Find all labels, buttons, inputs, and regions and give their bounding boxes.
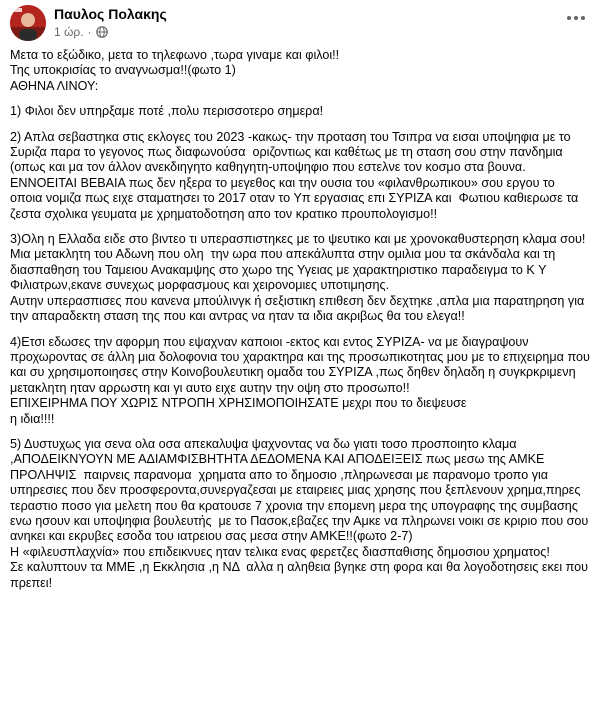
more-dot-icon (581, 16, 585, 20)
post-line: 5) Δυστυχως για σενα ολα οσα απεκαλυψα ψαχνοντας να δω γιατι τοσο προσποιητο κλαμα ,ΑΠΟΔΕΙΚΝΥΟΥΝ ΜΕ ΑΔΙΑΜΦΙΣΒΗΤΗΤΑ ΔΕΔΟΜΕΝΑ ΚΑΙ ΑΠΟΔΕΙΞΕΙΣ πως μεσω της ΑΜΚΕ ΠΡΟΛΗΨΙΣ παιρνεις παρανομα χρηματα απο το δημοσιο ,πληρωνεσαι με παρανομο τροπο για υπηρεσιες που δεν προσφεροντα,συνεργαζεσαι με εταιρειες μιας χρησης που ξεπλενουν χρημα,πηρες τεραστιο ποσο για μελετη που θα κρατουσε 7 χρονια την επομενη μερα της υπογραφης της συμβασης ενω ησουν και υποψηφια βουλευτής με το Πασοκ,εβαζες την Αμκε να πληρωνει νοικι σε κριριο που σου ανηκει και εκρυβες εσοδα του ιατρειου σας μεσα στην ΑΜΚΕ!!(φωτο 2-7) (10, 436, 592, 544)
post-line: 3)Ολη η Ελλαδα ειδε στο βιντεο τι υπερασπιστηκες με το ψευτικο και με χρονοκαθυστερηση κλαμα σου! (10, 232, 586, 247)
post-header (0, 0, 600, 44)
post-line: Της υποκρισίας το αναγνωσμα!!(φωτο 1) (10, 63, 236, 78)
more-options-button[interactable] (562, 8, 590, 28)
post-line: 1) Φιλοι δεν υπηρξαμε ποτέ ,πολυ περισσοτερο σημερα! (10, 104, 324, 119)
post-line: Σε καλυπτουν τα ΜΜΕ ,η Εκκλησια ,η ΝΔ αλλα η αληθεια βγηκε στη φορα και θα λογοδοτησεις εκει που πρεπει! (10, 560, 592, 590)
post-line: ΕΝΝΟΕΙΤΑΙ ΒΕΒΑΙΑ πως δεν ηξερα το μεγεθος και την ουσια του «φιλανθρωπικου» σου εργου το οποια νομιζα πως ειχε σταματησει το 2017 οταν το Υπ εργασιας επι ΣΥΡΙΖΑ και Φωτιου καθιερωσε τα ζεστα σχολικα γευματα με χρηματοδοτηση απο τον κρατικο προυπολογισμο!! (10, 175, 582, 221)
post-line: 4)Ετσι εδωσες την αφορμη που εψαχναν καποιοι -εκτος και εντος ΣΥΡΙΖΑ- να με διαγραψουν προχωροντας σε άλλη μια δολοφονια του χαρακτηρα και της προσωπικοτητας μου με το επιχειρημα που και συ χρησιμοποιησες στην Κοινοβουλευτικη ομαδα του ΣΥΡΙΖΑ ,πως δηθεν δηλαδη η συγκρκριμενη μετακλητη ηταν αρρωστη και γι αυτο ειχε αυτην την οψη στο προσωπο!! (10, 334, 594, 395)
more-dot-icon (567, 16, 571, 20)
author-name[interactable]: Παυλος Πολακης (54, 6, 167, 22)
avatar-image (10, 5, 46, 41)
post-line: Αυτην υπερασπισες που κανενα μπούλινγκ ή σεξιστικη επιθεση δεν δεχτηκε ,απλα μια παρατηρηση για την απαραδεκτη σταση της που και αντρας να ηταν τα ιδια ακριβως θα του ελεγα!! (10, 293, 588, 324)
globe-icon[interactable] (96, 26, 108, 38)
post-line: Η «φιλευσπλαχνία» που επιδεικνυες ηταν τελικα ενας φερετζες διασπαθισης δημοσιου χρηματος! (10, 544, 550, 559)
post-line: ΑΘΗΝΑ ΛΙΝΟΥ: (10, 78, 99, 93)
post-time[interactable]: 1 ώρ. (54, 25, 84, 39)
post-meta (54, 25, 108, 39)
avatar[interactable] (10, 5, 46, 41)
post-body (10, 48, 594, 591)
post-line: ΕΠΙΧΕΙΡΗΜΑ ΠΟΥ ΧΩΡΙΣ ΝΤΡΟΠΗ ΧΡΗΣΙΜΟΠΟΙΗΣΑΤΕ μεχρι που το διεψευσε (10, 396, 467, 411)
post-line: Μετα το εξώδικο, μετα το τηλεφωνο ,τωρα γιναμε και φιλοι!! (10, 48, 340, 62)
more-dot-icon (574, 16, 578, 20)
meta-separator: · (87, 25, 92, 39)
post-line: η ιδια!!!! (10, 411, 55, 426)
post-line: Μια μετακλητη του Αδωνη που ολη την ωρα που απεκάλυπτα στην ομιλια μου τα σκάνδαλα και τη διασπαθηση του Ταμειου Ανακαμψης στο χωρο της Υγειας με χαρακτηριστικο παραδειγμα το Κ Υ Φιλιατρων,εκανε συνεχως μορφασμους και χειρονομιες υποτιμησης. (10, 247, 559, 293)
post-line: 2) Απλα σεβαστηκα στις εκλογες του 2023 -κακως- την προταση του Τσιπρα να εισαι υποψηφια με το Συριζα παρα το γεγονος πως διαφωνούσα οριζοντιως και καθέτως με τη σταση σου στην πανδημια (οπως και μα τον άλλον ανεκδιηγητο καθηγητη-υποψηφιο που εστελνε τον κοσμο στα βουνα. (10, 129, 575, 175)
